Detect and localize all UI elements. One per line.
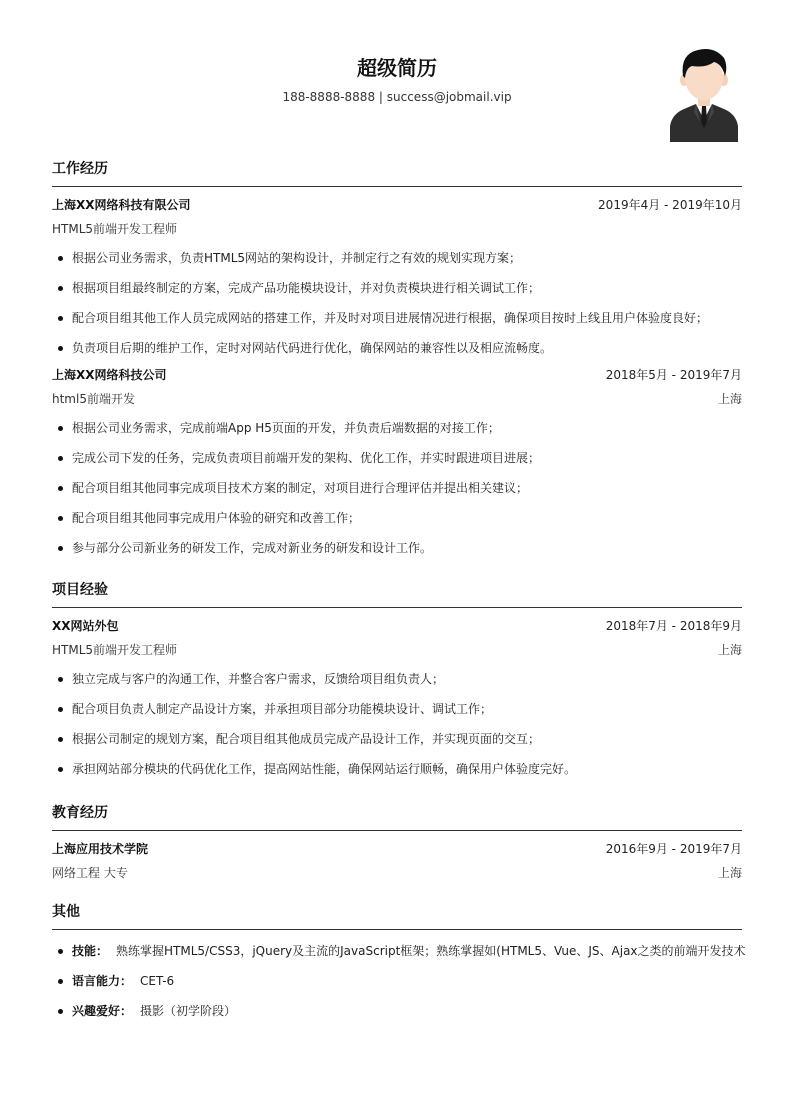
language-value: CET-6 [140, 974, 175, 988]
project-location: 上海 [717, 643, 742, 657]
list-item [52, 966, 742, 996]
section-title-work: 工作经历 [52, 158, 742, 187]
list-item: 配合项目负责人制定产品设计方案，并承担项目部分功能模块设计、调试工作； [52, 694, 742, 724]
list-item [52, 936, 746, 966]
job-location: 上海 [717, 392, 742, 406]
work-entry-subheader [52, 391, 742, 407]
company-name: 上海XX网络科技公司 [52, 368, 167, 382]
candidate-name: 超级简历 [357, 56, 437, 80]
list-item: 根据公司业务需求，完成前端App H5页面的开发，并负责后端数据的对接工作； [52, 413, 742, 443]
job-role: html5前端开发 [52, 392, 135, 406]
education-entry-header [52, 841, 742, 857]
list-item: 承担网站部分模块的代码优化工作，提高网站性能，确保网站运行顺畅，确保用户体验度完好。 [52, 754, 742, 784]
skills-value: 熟练掌握HTML5/CSS3，jQuery及主流的JavaScript框架；熟练掌握如(HTML5、Vue、JS、Ajax之类的前端开发技术 [116, 944, 746, 958]
section-title-projects: 项目经验 [52, 579, 742, 608]
job-role: HTML5前端开发工程师 [52, 222, 178, 236]
work-entry-header [52, 367, 742, 383]
hobbies-value: 摄影（初学阶段） [140, 1004, 237, 1018]
project-entry-subheader [52, 642, 742, 658]
major-degree: 网络工程 大专 [52, 866, 128, 880]
work-bullets [52, 243, 742, 363]
list-item: 根据公司制定的规划方案，配合项目组其他成员完成产品设计工作，并实现页面的交互； [52, 724, 742, 754]
resume-header [52, 0, 742, 150]
project-role: HTML5前端开发工程师 [52, 643, 178, 657]
hobbies-label: 兴趣爱好： [72, 1004, 133, 1018]
work-period: 2019年4月 - 2019年10月 [598, 198, 742, 212]
list-item: 参与部分公司新业务的研发工作，完成对新业务的研发和设计工作。 [52, 533, 742, 563]
list-item: 配合项目组其他同事完成项目技术方案的制定，对项目进行合理评估并提出相关建议； [52, 473, 742, 503]
language-label: 语言能力： [72, 974, 133, 988]
work-bullets [52, 413, 742, 563]
list-item: 根据项目组最终制定的方案，完成产品功能模块设计，并对负责模块进行相关调试工作； [52, 273, 742, 303]
other-bullets [52, 936, 746, 1026]
education-period: 2016年9月 - 2019年7月 [605, 842, 742, 856]
work-entry-header [52, 197, 742, 213]
person-avatar-icon [670, 46, 738, 142]
work-period: 2018年5月 - 2019年7月 [605, 368, 742, 382]
project-period: 2018年7月 - 2018年9月 [605, 619, 742, 633]
list-item: 完成公司下发的任务，完成负责项目前端开发的架构、优化工作，并实时跟进项目进展； [52, 443, 742, 473]
education-entry-subheader [52, 865, 742, 881]
list-item [52, 996, 742, 1026]
skills-label: 技能： [72, 944, 109, 958]
list-item: 根据公司业务需求，负责HTML5网站的架构设计，并制定行之有效的规划实现方案； [52, 243, 742, 273]
education-location: 上海 [717, 866, 742, 880]
contact-info: 188-8888-8888 | success@jobmail.vip [282, 90, 512, 104]
list-item: 配合项目组其他同事完成用户体验的研究和改善工作； [52, 503, 742, 533]
project-name: XX网站外包 [52, 619, 119, 633]
project-entry-header [52, 618, 742, 634]
list-item: 负责项目后期的维护工作，定时对网站代码进行优化，确保网站的兼容性以及相应流畅度。 [52, 333, 742, 363]
section-title-other: 其他 [52, 901, 742, 930]
list-item: 配合项目组其他工作人员完成网站的搭建工作，并及时对项目进展情况进行根据，确保项目按时上线且用户体验度良好； [52, 303, 742, 333]
school-name: 上海应用技术学院 [52, 842, 149, 856]
company-name: 上海XX网络科技有限公司 [52, 198, 191, 212]
section-title-education: 教育经历 [52, 802, 742, 831]
list-item: 独立完成与客户的沟通工作，并整合客户需求，反馈给项目组负责人； [52, 664, 742, 694]
work-entry-subheader [52, 221, 742, 237]
project-bullets [52, 664, 742, 784]
